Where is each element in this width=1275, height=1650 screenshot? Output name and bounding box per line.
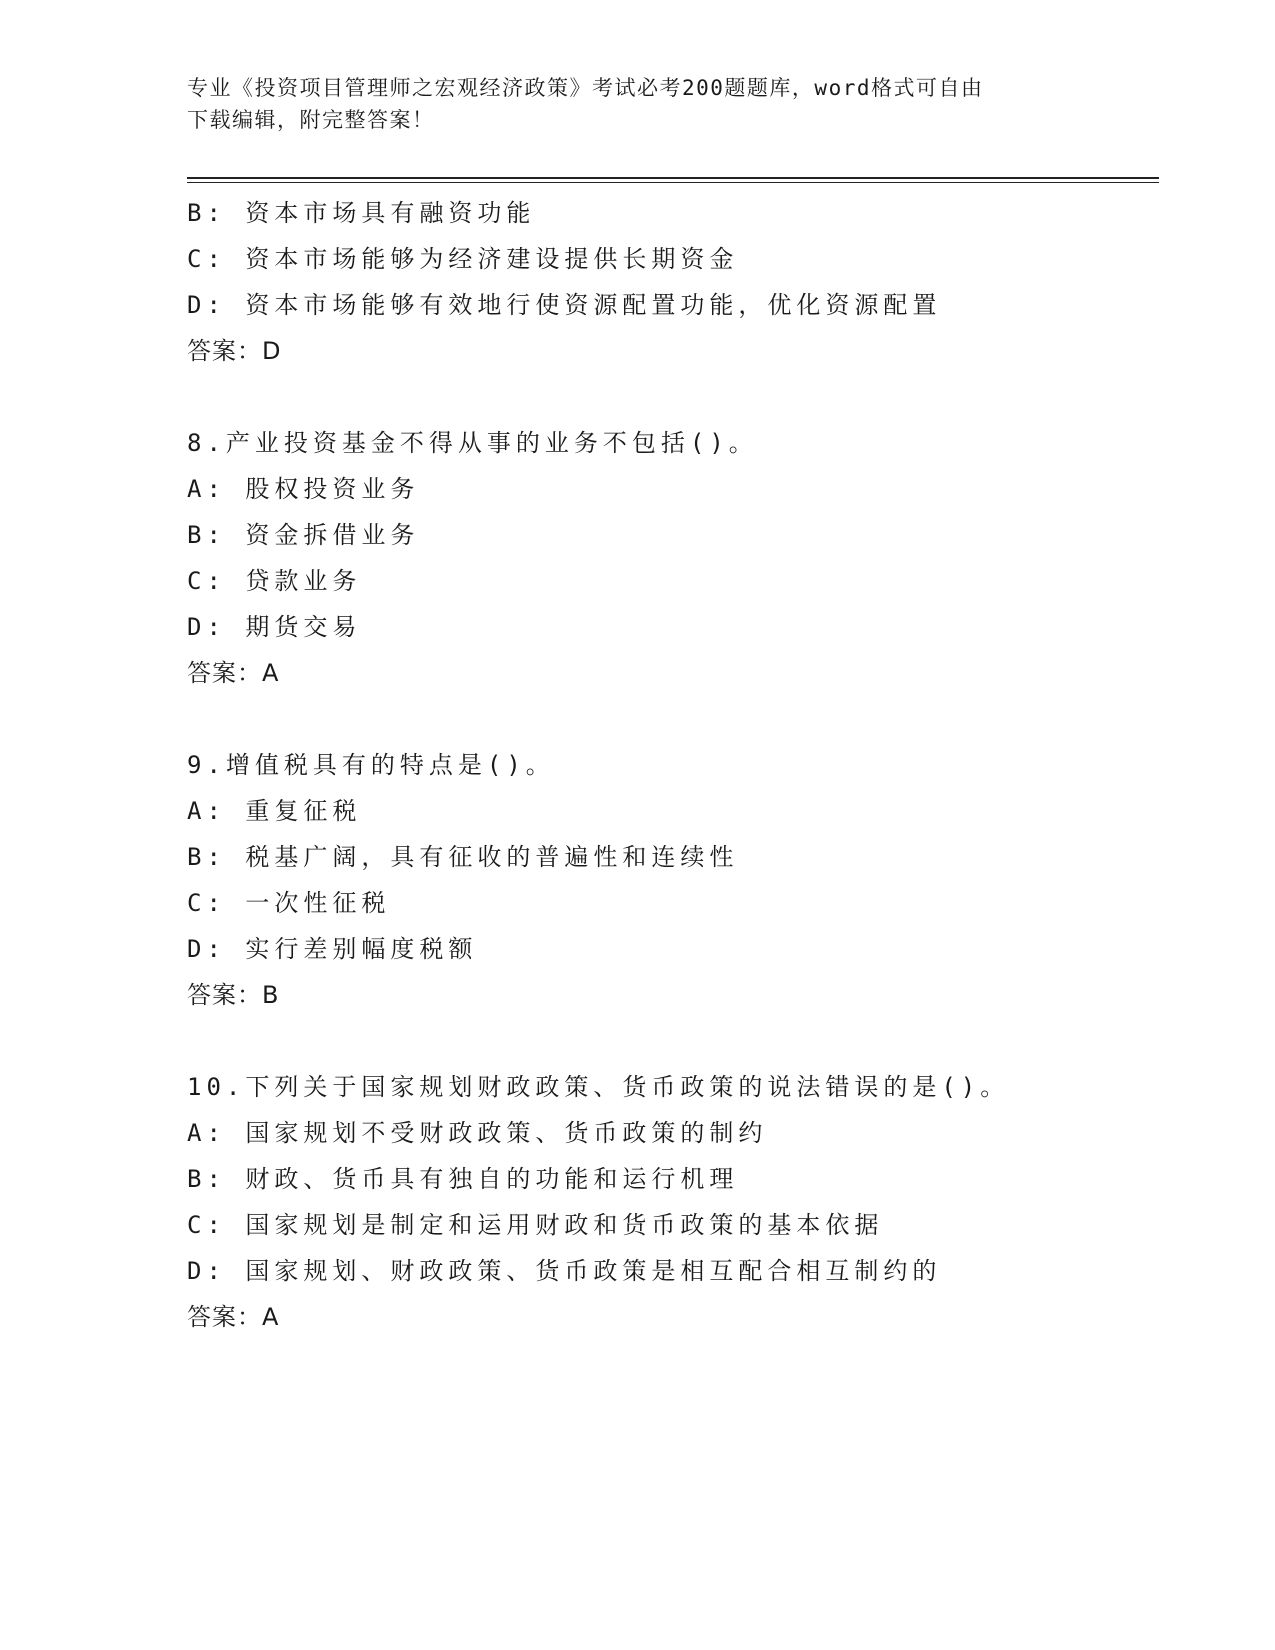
question-stem: 10.下列关于国家规划财政政策、货币政策的说法错误的是()。 (187, 1073, 1010, 1101)
question-option: D: 实行差别幅度税额 (187, 935, 478, 963)
header-divider-thick (187, 177, 1159, 179)
document-header (187, 72, 1087, 136)
question-option: A: 重复征税 (187, 797, 362, 825)
question-option: D: 国家规划、财政政策、货币政策是相互配合相互制约的 (187, 1257, 942, 1285)
question-option: A: 国家规划不受财政政策、货币政策的制约 (187, 1119, 768, 1147)
question-stem: 8.产业投资基金不得从事的业务不包括()。 (187, 429, 758, 457)
spacer (187, 696, 1167, 742)
question-option: B: 资本市场具有融资功能 (187, 199, 536, 227)
document-body (187, 190, 1167, 1340)
header-divider-thin (187, 182, 1159, 183)
question-answer: 答案：D (187, 337, 282, 365)
question-option: D: 资本市场能够有效地行使资源配置功能，优化资源配置 (187, 291, 942, 319)
question-option: C: 资本市场能够为经济建设提供长期资金 (187, 245, 739, 273)
question-7-continued (187, 190, 1167, 374)
question-answer: 答案：A (187, 659, 280, 687)
question-answer: 答案：B (187, 981, 280, 1009)
question-answer: 答案：A (187, 1303, 280, 1331)
question-option: A: 股权投资业务 (187, 475, 420, 503)
header-line-2: 下载编辑，附完整答案！ (187, 108, 435, 132)
question-option: B: 财政、货币具有独自的功能和运行机理 (187, 1165, 739, 1193)
question-9 (187, 742, 1167, 1018)
question-option: C: 国家规划是制定和运用财政和货币政策的基本依据 (187, 1211, 884, 1239)
question-10 (187, 1064, 1167, 1340)
question-option: C: 一次性征税 (187, 889, 391, 917)
question-option: B: 资金拆借业务 (187, 521, 420, 549)
spacer (187, 1018, 1167, 1064)
question-option: C: 贷款业务 (187, 567, 362, 595)
question-8 (187, 420, 1167, 696)
header-line-1: 专业《投资项目管理师之宏观经济政策》考试必考200题题库，word格式可自由 (187, 76, 984, 100)
question-option: D: 期货交易 (187, 613, 362, 641)
spacer (187, 374, 1167, 420)
question-stem: 9.增值税具有的特点是()。 (187, 751, 555, 779)
question-option: B: 税基广阔，具有征收的普遍性和连续性 (187, 843, 739, 871)
